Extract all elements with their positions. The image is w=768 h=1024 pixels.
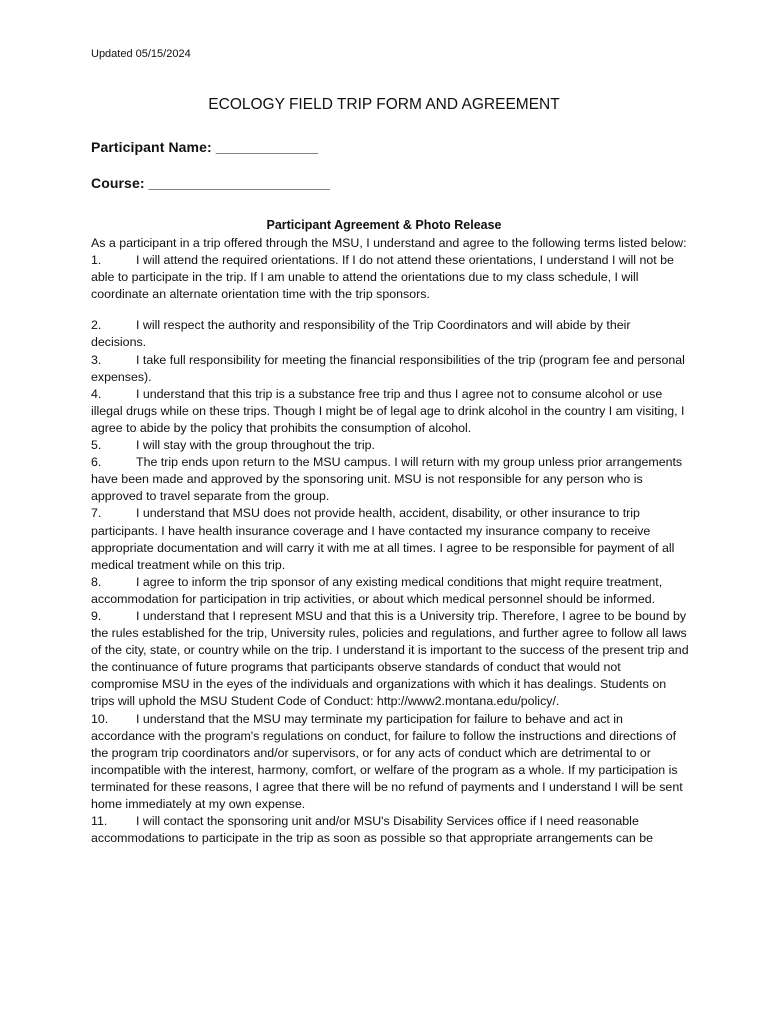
item-number: 11. [91, 814, 108, 829]
item-number: 9. [91, 608, 102, 623]
list-item [91, 813, 689, 847]
list-item [91, 454, 689, 505]
item-number: 3. [91, 352, 102, 367]
agreement-body [91, 235, 689, 847]
item-text: I understand that the MSU may terminate my participation for failure to behave and act in accordance with the program's regulations on conduct, for failure to follow the instructions and directions of the program trip coordinators and/or supervisors, or for any acts of conduct which are detrimental to or incompatible with the interest, harmony, comfort, or welfare of the program as a whole. If my participation is terminated for these reasons, I agree that there will be no refund of payments and I understand I will be sent home immediately at my own expense. [91, 711, 683, 811]
list-item [91, 711, 689, 814]
item-number: 4. [91, 386, 102, 401]
item-number: 8. [91, 574, 102, 589]
item-number: 7. [91, 506, 102, 521]
document-title: ECOLOGY FIELD TRIP FORM AND AGREEMENT [208, 96, 560, 113]
item-text: I understand that I represent MSU and that this is a University trip. Therefore, I agree to be bound by the rules established for the trip, University rules, policies and regulations, and further agree to follow all laws of the city, state, or country while on the trip. I understand it is important to the success of the present trip and the continuance of future programs that participants observe standards of conduct that would not compromise MSU in the eyes of the individuals and organizations with which it has dealings. Students on trips will uphold the MSU Student Code of Conduct: http://www2.montana.edu/policy/. [91, 608, 689, 709]
list-item [91, 505, 689, 573]
list-item [91, 574, 689, 608]
item-number: 1. [91, 253, 102, 268]
item-text: I understand that this trip is a substance free trip and thus I agree not to consume alcohol or use illegal drugs while on these trips. Though I might be of legal age to drink alcohol in the country I am visiting, I agree to abide by the policy that prohibits the consumption of alcohol. [91, 386, 685, 435]
list-item [91, 352, 689, 386]
item-number: 6. [91, 455, 102, 470]
paragraph-spacer [91, 303, 689, 317]
list-item [91, 317, 689, 351]
item-text: I understand that MSU does not provide health, accident, disability, or other insurance to trip participants. I have health insurance coverage and I have contacted my insurance company to receive appropriate documentation and will carry it with me at all times. I agree to be responsible for payment of all medical treatment while on this trip. [91, 506, 675, 572]
item-number: 5. [91, 438, 102, 453]
list-item [91, 437, 689, 454]
item-text: I agree to inform the trip sponsor of any existing medical conditions that might require treatment, accommodation for participation in trip activities, or about which medical personnel should be informed. [91, 574, 663, 606]
course-field: Course: _______________________ [91, 175, 330, 191]
item-text: I take full responsibility for meeting the financial responsibilities of the trip (program fee and personal expenses). [91, 352, 685, 384]
item-text: I will respect the authority and responsibility of the Trip Coordinators and will abide by their decisions. [91, 318, 631, 350]
list-item [91, 252, 689, 303]
participant-name-field: Participant Name: _____________ [91, 139, 319, 155]
item-text: I will attend the required orientations. If I do not attend these orientations, I understand I will not be able to participate in the trip. If I am unable to attend the orientations due to my class schedule, I will coordinate an alternate orientation time with the trip sponsors. [91, 253, 674, 302]
list-item [91, 608, 689, 711]
agreement-title: Participant Agreement & Photo Release [266, 218, 502, 232]
agreement-intro: As a participant in a trip offered through the MSU, I understand and agree to the following terms listed below: [91, 236, 687, 250]
item-text: I will stay with the group throughout the trip. [136, 438, 375, 453]
updated-date: Updated 05/15/2024 [91, 48, 191, 60]
item-number: 2. [91, 318, 102, 333]
item-text: I will contact the sponsoring unit and/or MSU's Disability Services office if I need reasonable accommodations to participate in the trip as soon as possible so that appropriate arrangements can be [91, 814, 654, 846]
item-text: The trip ends upon return to the MSU campus. I will return with my group unless prior arrangements have been made and approved by the sponsoring unit. MSU is not responsible for any person who is approved to travel separate from the group. [91, 455, 683, 504]
list-item [91, 386, 689, 437]
item-number: 10. [91, 711, 109, 726]
